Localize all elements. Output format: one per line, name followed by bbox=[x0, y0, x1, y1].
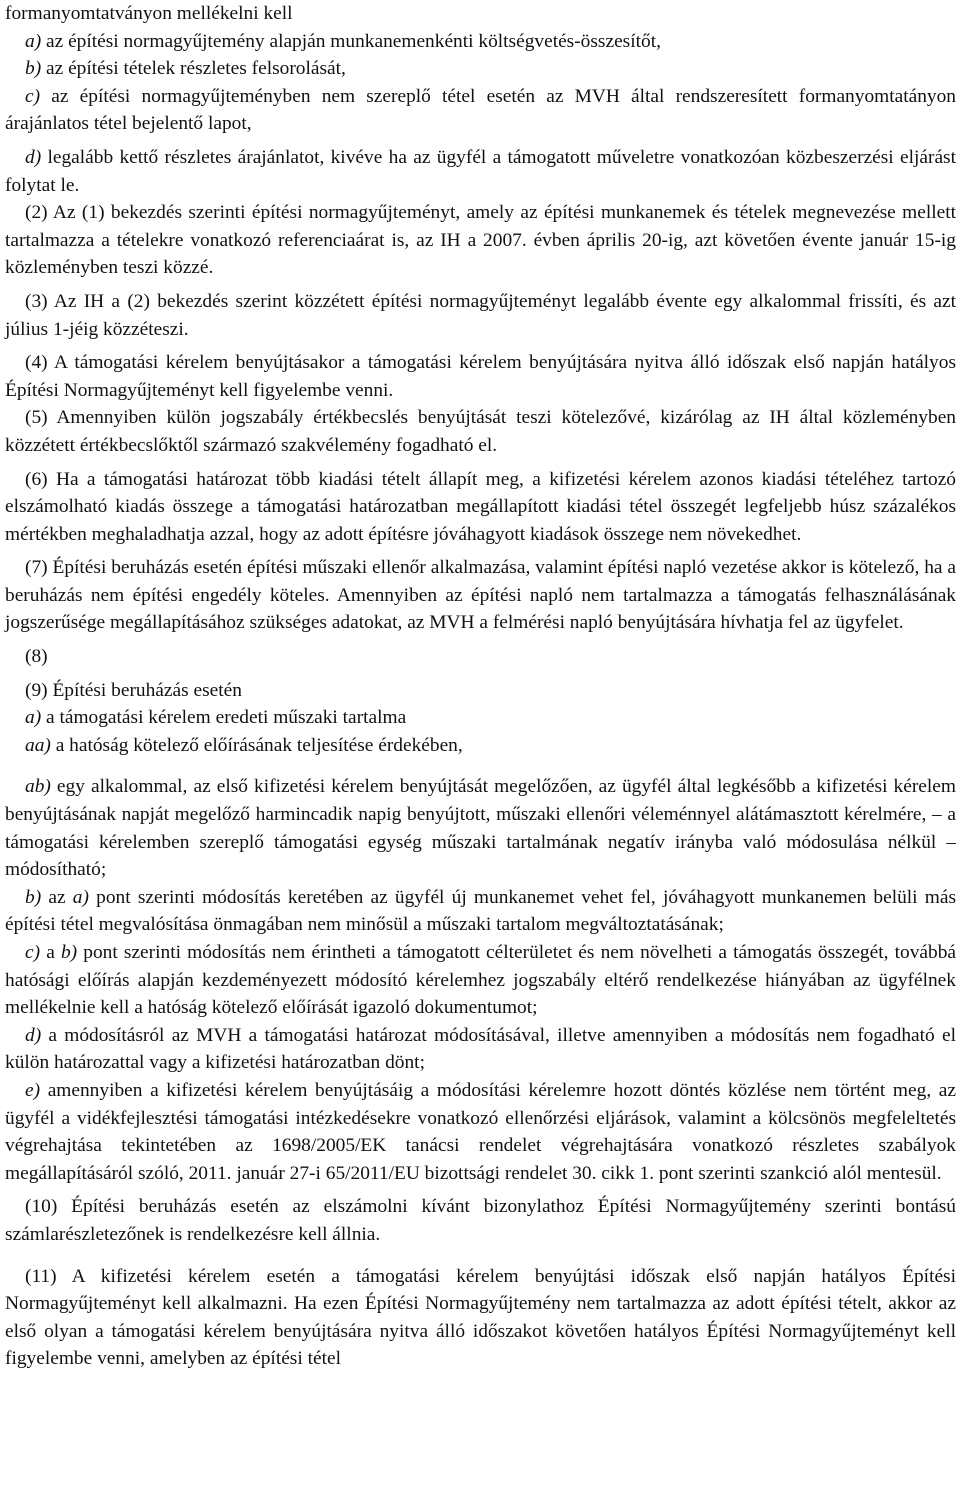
paragraph-7: (7) Építési beruházás esetén építési műszaki ellenőr alkalmazása, valamint építési napló vezetése akkor is kötelező, ha a beruházás nem építési engedély köteles. Amennyiben az építési napló nem tartalmazza a támogatás felhasználásának jogszerűsége megállapításához szükséges adatokat, az MVH a felmérési napló benyújtására hívhatja fel az ügyfelet. bbox=[5, 557, 956, 634]
paragraph-10: (10) Építési beruházás esetén az elszámolni kívánt bizonylathoz Építési Normagyűjtemény szerinti bontású számlarészletezőnek is rendelkezésre kell állnia. bbox=[5, 1196, 956, 1245]
item-text: pont szerinti módosítás nem érintheti a támogatott célterületet és nem növelheti a támogatás összegét, továbbá hatósági előírás alapján kezdeményezett módosító kérelemhez jogszabály eltérő rendelkezése hiányában az ügyfélnek mellékelnie kell a hatóság kötelező előírását igazoló dokumentumot; bbox=[5, 942, 956, 1019]
paragraph-3: (3) Az IH a (2) bekezdés szerint közzétett építési normagyűjteményt legalább évente egy alkalommal frissíti, és azt július 1-jéig közzéteszi. bbox=[5, 290, 956, 340]
item-c bbox=[5, 83, 956, 138]
item-text: az építési tételek részletes felsorolását, bbox=[41, 58, 346, 80]
paragraph-8: (8) bbox=[25, 646, 48, 668]
item-label: ab) bbox=[25, 776, 51, 798]
item-text: a módosításról az MVH a támogatási határozat módosításával, illetve amennyiben a módosítás nem fogadható el külön határozattal vagy a kifizetési határozatban dönt; bbox=[5, 1024, 956, 1074]
item-b bbox=[5, 55, 956, 83]
item-label: d) bbox=[25, 146, 42, 168]
item-9b bbox=[5, 884, 956, 939]
item-text: egy alkalommal, az első kifizetési kérelem benyújtását megelőzően, az ügyfél által legkésőbb a kifizetési kérelem benyújtásának napját megelőző harmincadik napig benyújtott, műszaki ellenőri véleménnyel alátámasztott kérelmére, – a támogatási kérelemben szereplő támogatási egység műszaki tartalmának negatív irányba való módosulása nélkül – módosítható; bbox=[5, 776, 956, 881]
item-label: d) bbox=[25, 1024, 42, 1046]
item-text: a bbox=[40, 942, 61, 963]
paragraph-11: (11) A kifizetési kérelem esetén a támogatási kérelem benyújtási időszak első napján hatályos Építési Normagyűjteményt kell alkalmazni. Ha ezen Építési Normagyűjtemény nem tartalmazza az adott építési tételt, akkor az első olyan a támogatási kérelem benyújtására nyitva álló időszakot követően hatályos Építési Normagyűjteményt kell figyelembe venni, amelyben az építési tétel bbox=[5, 1265, 956, 1370]
paragraph-2: (2) Az (1) bekezdés szerinti építési normagyűjteményt, amely az építési munkanemek és tételek megnevezése mellett tartalmazza a tételekre vonatkozó referenciaárat is, az IH a 2007. évben április 20-ig, azt követően évente január 15-ig közleményben teszi közzé. bbox=[5, 202, 956, 279]
item-text: az bbox=[41, 886, 73, 908]
item-label: aa) bbox=[25, 734, 51, 756]
item-reference: b) bbox=[60, 942, 78, 963]
intro-line: formanyomtatványon mellékelni kell bbox=[5, 3, 293, 24]
item-label: c) bbox=[25, 85, 41, 107]
item-text: amennyiben a kifizetési kérelem benyújtásáig a módosítási kérelemre hozott döntés közlése nem történt meg, az ügyfél a vidékfejlesztési támogatási intézkedésekre vonatkozó ellenőrzési eljárások, valamint a kölcsönös megfeleltetés végrehajtása tekintetében az 1698/2005/EK tanácsi rendelet végrehajtására vonatkozó részletes szabályok megállapításáról szóló, 2011. január 27-i 65/2011/EU bizottsági rendelet 30. cikk 1. pont szerinti szankció alól mentesül. bbox=[5, 1079, 956, 1184]
item-label: b) bbox=[25, 886, 42, 908]
paragraph-6: (6) Ha a támogatási határozat több kiadási tételt állapít meg, a kifizetési kérelem azonos kiadási tételéhez tartozó elszámolható kiadás összege a támogatási határozatban megállapított kiadási tétel összegét legfeljebb húsz százalékos mértékben meghaladhatja azzal, hogy az adott építésre jóváhagyott kiadások összege nem növekedhet. bbox=[5, 468, 956, 545]
item-label: e) bbox=[25, 1079, 41, 1101]
item-label: a) bbox=[25, 30, 42, 52]
item-9e bbox=[5, 1077, 956, 1187]
item-d bbox=[5, 144, 956, 199]
item-9ab bbox=[5, 773, 956, 883]
item-text: a hatóság kötelező előírásának teljesítése érdekében, bbox=[50, 734, 463, 756]
paragraph-4: (4) A támogatási kérelem benyújtásakor a támogatási kérelem benyújtására nyitva álló időszak első napján hatályos Építési Normagyűjteményt kell figyelembe venni. bbox=[5, 352, 956, 401]
item-9a bbox=[5, 704, 956, 732]
item-text: az építési normagyűjtemény alapján munkanemenkénti költségvetés-összesítőt, bbox=[41, 30, 661, 52]
item-9c bbox=[5, 939, 956, 1022]
paragraph-5: (5) Amennyiben külön jogszabály értékbecslés benyújtását teszi kötelezővé, kizárólag az IH által közleményben közzétett értékbecslőktől származó szakvélemény fogadható el. bbox=[5, 407, 956, 456]
item-label: c) bbox=[25, 942, 41, 963]
item-a bbox=[5, 28, 956, 56]
item-reference: a) bbox=[72, 886, 89, 908]
item-9aa bbox=[5, 732, 956, 760]
item-label: b) bbox=[25, 58, 42, 80]
item-text: a támogatási kérelem eredeti műszaki tartalma bbox=[41, 707, 407, 729]
item-text: legalább kettő részletes árajánlatot, kivéve ha az ügyfél a támogatott műveletre vonatkozóan közbeszerzési eljárást folytat le. bbox=[5, 146, 956, 196]
item-label: a) bbox=[25, 707, 42, 729]
item-9d bbox=[5, 1022, 956, 1077]
item-text: az építési normagyűjteményben nem szereplő tétel esetén az MVH által rendszeresített formanyomtatányon árajánlatos tétel bejelentő lapot, bbox=[5, 85, 956, 135]
paragraph-9: (9) Építési beruházás esetén bbox=[25, 679, 242, 701]
item-text: pont szerinti módosítás keretében az ügyfél új munkanemet vehet fel, jóváhagyott munkanemen belüli más építési tétel megvalósítása önmagában nem minősül a műszaki tartalom megváltoztatásának; bbox=[5, 886, 956, 936]
